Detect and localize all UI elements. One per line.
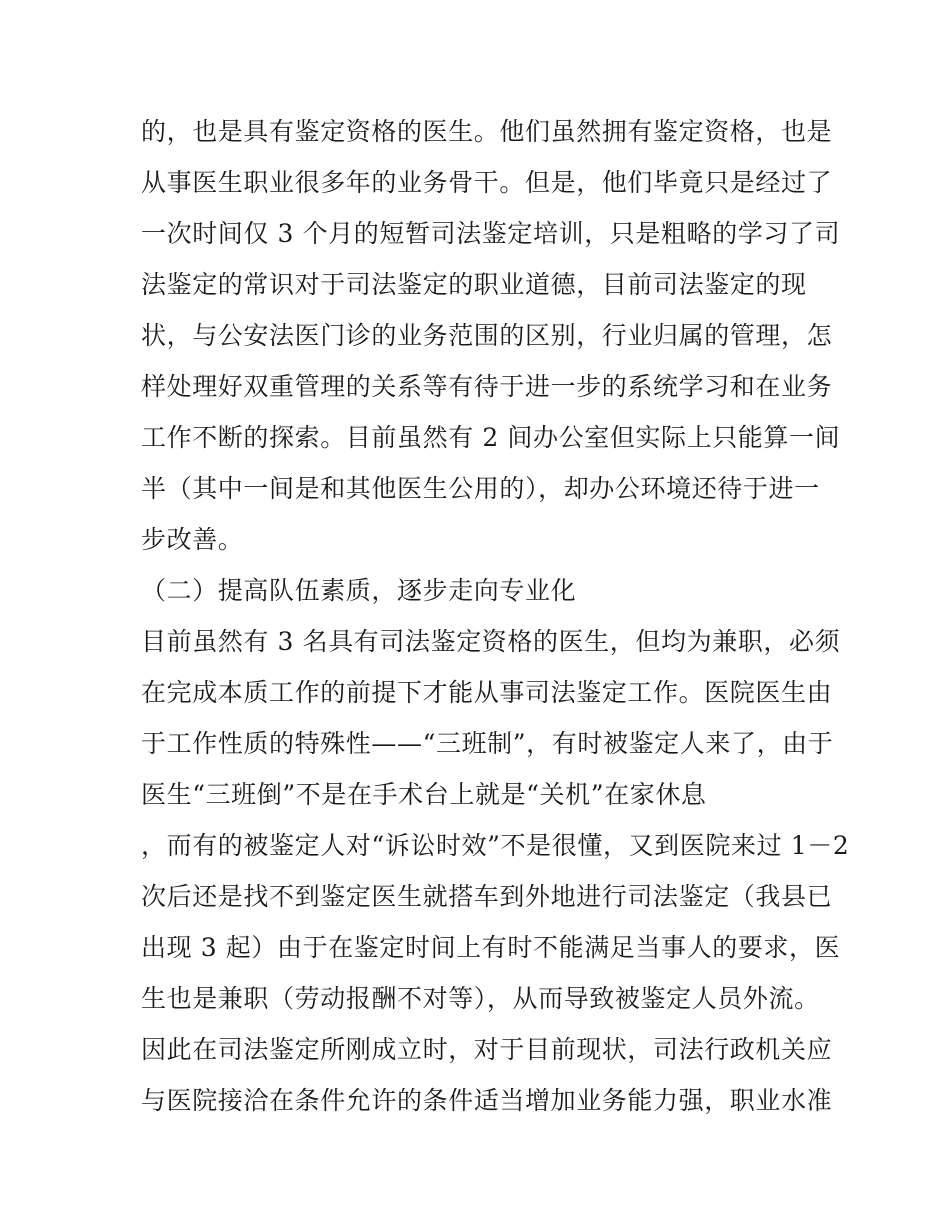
text-line: 步改善。	[141, 525, 244, 554]
text-line: 因此在司法鉴定所刚成立时，对于目前现状，司法行政机关应	[141, 1035, 833, 1064]
text-line: 样处理好双重管理的关系等有待于进一步的系统学习和在业务	[141, 372, 833, 401]
text-line: 工作不断的探索。目前虽然有 2 间办公室但实际上只能算一间	[141, 423, 841, 452]
text-line: ，而有的被鉴定人对“诉讼时效”不是很懂，又到医院来过 1－2	[141, 831, 850, 860]
text-line: 在完成本质工作的前提下才能从事司法鉴定工作。医院医生由	[141, 678, 833, 707]
text-line: 次后还是找不到鉴定医生就搭车到外地进行司法鉴定（我县已	[141, 882, 833, 911]
section-heading: （二）提高队伍素质，逐步走向专业化	[141, 576, 577, 605]
text-line: 与医院接洽在条件允许的条件适当增加业务能力强，职业水准	[141, 1086, 833, 1115]
text-line: 一次时间仅 3 个月的短暂司法鉴定培训，只是粗略的学习了司	[141, 219, 841, 248]
text-line: 的，也是具有鉴定资格的医生。他们虽然拥有鉴定资格，也是	[141, 117, 833, 146]
text-line: 从事医生职业很多年的业务骨干。但是，他们毕竟只是经过了	[141, 168, 833, 197]
text-line: 出现 3 起）由于在鉴定时间上有时不能满足当事人的要求，医	[141, 933, 841, 962]
text-line: 状，与公安法医门诊的业务范围的区别，行业归属的管理，怎	[141, 321, 833, 350]
text-line: 目前虽然有 3 名具有司法鉴定资格的医生，但均为兼职，必须	[141, 627, 841, 656]
text-line: 于工作性质的特殊性——“三班制”，有时被鉴定人来了，由于	[141, 729, 834, 758]
text-line: 生也是兼职（劳动报酬不对等），从而导致被鉴定人员外流。	[141, 984, 820, 1013]
text-line: 半（其中一间是和其他医生公用的），却办公环境还待于进一	[141, 474, 820, 503]
text-line: 医生“三班倒”不是在手术台上就是“关机”在家休息	[141, 780, 707, 809]
text-line: 法鉴定的常识对于司法鉴定的职业道德，目前司法鉴定的现	[141, 270, 807, 299]
